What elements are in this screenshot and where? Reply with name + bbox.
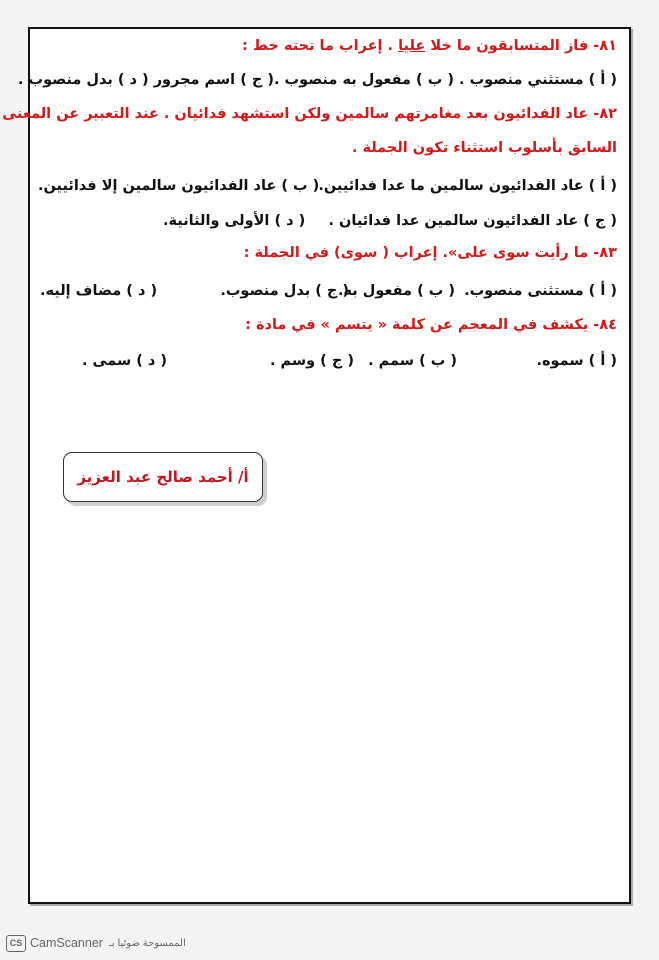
question-83-option-b: ( ب ) مفعول به. bbox=[337, 283, 455, 299]
camscanner-footer bbox=[6, 934, 186, 952]
question-84-option-a: ( أ ) سموه. bbox=[536, 353, 617, 369]
question-81-suffix: . إعراب ما تحته خط : bbox=[242, 38, 399, 54]
question-83-option-c: ( ج ) بدل منصوب. bbox=[220, 283, 349, 299]
question-82-line-1: ٨٢- عاد الفدائيون بعد مغامرتهم سالمين ولكن استشهد فدائيان . عند التعبير عن المعنى bbox=[2, 106, 617, 122]
question-82-line-2: السابق بأسلوب استثناء تكون الجملة . bbox=[351, 140, 617, 156]
worksheet-page bbox=[2, 27, 631, 904]
question-82-option-b: ( ب ) عاد الفدائيون سالمين إلا فدائيين. bbox=[38, 178, 320, 194]
question-81-options: ( أ ) مستثني منصوب . ( ب ) مفعول به منصوب .( ج ) اسم مجرور ( د ) بدل منصوب . bbox=[17, 72, 617, 88]
question-82-option-d: ( د ) الأولى والثانية. bbox=[163, 213, 306, 229]
author-signature-box bbox=[63, 452, 263, 502]
camscanner-label: CamScanner bbox=[30, 936, 103, 950]
question-81-underlined-word: عليا bbox=[398, 38, 426, 54]
camscanner-arabic-label: الممسوحة ضوئيا بـ bbox=[108, 937, 186, 949]
question-84-option-c: ( ج ) وسم . bbox=[269, 353, 354, 369]
question-82-option-a: ( أ ) عاد الفدائيون سالمين ما عدا فدائيين. bbox=[318, 178, 617, 194]
question-83-option-d: ( د ) مضاف إليه. bbox=[40, 283, 158, 299]
question-84: ٨٤- يكشف في المعجم عن كلمة « يتسم » في مادة : bbox=[245, 317, 617, 333]
question-84-option-d: ( د ) سمى . bbox=[82, 353, 168, 369]
question-81-prefix: ٨١- فاز المتسابقون ما خلا bbox=[425, 38, 617, 54]
question-83: ٨٣- ما رأيت سوى على». إعراب ( سوى) في الجملة : bbox=[243, 245, 617, 261]
question-82-option-c: ( ج ) عاد الفدائيون سالمين عدا فدائيان . bbox=[328, 213, 617, 229]
question-83-option-a: ( أ ) مستثنى منصوب. bbox=[464, 283, 617, 299]
question-81 bbox=[38, 38, 617, 54]
author-name: أ/ أحمد صالح عبد العزيز bbox=[77, 468, 249, 486]
camscanner-logo-icon: CS bbox=[6, 935, 26, 952]
question-84-option-b: ( ب ) سمم . bbox=[368, 353, 457, 369]
